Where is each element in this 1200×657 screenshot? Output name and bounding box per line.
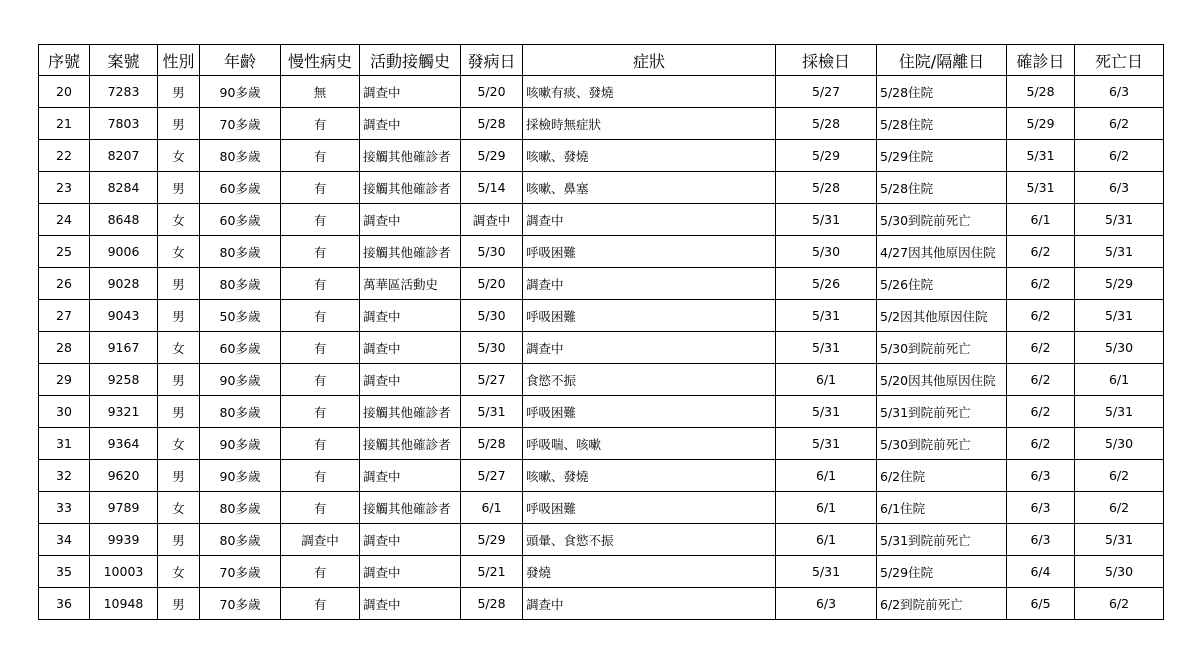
cell-symptoms: 呼吸困難 — [523, 492, 776, 524]
cell-onset-date: 5/27 — [461, 364, 523, 396]
cell-test-date: 5/31 — [776, 332, 877, 364]
cell-contact-history: 萬華區活動史 — [360, 268, 461, 300]
cell-test-date: 6/1 — [776, 364, 877, 396]
table-row — [39, 300, 1164, 332]
cell-test-date: 5/31 — [776, 300, 877, 332]
cell-contact-history: 接觸其他確診者 — [360, 396, 461, 428]
cell-sex: 女 — [158, 236, 200, 268]
cell-age: 70多歲 — [200, 588, 281, 620]
cell-test-date: 5/31 — [776, 204, 877, 236]
cell-age: 80多歲 — [200, 396, 281, 428]
cell-death-date: 5/31 — [1075, 396, 1164, 428]
cell-confirm-date: 5/28 — [1007, 76, 1075, 108]
cell-admission-date: 6/2住院 — [877, 460, 1007, 492]
table-row — [39, 460, 1164, 492]
cell-age: 60多歲 — [200, 332, 281, 364]
cell-admission-date: 5/28住院 — [877, 172, 1007, 204]
table-row — [39, 364, 1164, 396]
cell-test-date: 6/1 — [776, 460, 877, 492]
cell-confirm-date: 6/3 — [1007, 460, 1075, 492]
cell-onset-date: 5/28 — [461, 588, 523, 620]
cell-death-date: 5/31 — [1075, 204, 1164, 236]
table-row — [39, 140, 1164, 172]
cell-symptoms: 頭暈、食慾不振 — [523, 524, 776, 556]
cell-contact-history: 調查中 — [360, 332, 461, 364]
cell-seq: 30 — [39, 396, 90, 428]
cell-confirm-date: 5/29 — [1007, 108, 1075, 140]
cell-confirm-date: 5/31 — [1007, 172, 1075, 204]
cell-onset-date: 5/20 — [461, 268, 523, 300]
cell-sex: 男 — [158, 524, 200, 556]
cell-test-date: 5/28 — [776, 172, 877, 204]
cell-age: 50多歲 — [200, 300, 281, 332]
cell-sex: 男 — [158, 396, 200, 428]
cell-symptoms: 呼吸困難 — [523, 236, 776, 268]
cell-case-no: 9043 — [90, 300, 158, 332]
cell-confirm-date: 6/4 — [1007, 556, 1075, 588]
header-confirm-date: 確診日 — [1007, 45, 1075, 76]
cell-death-date: 6/1 — [1075, 364, 1164, 396]
header-onset-date: 發病日 — [461, 45, 523, 76]
cell-case-no: 9167 — [90, 332, 158, 364]
cell-death-date: 6/3 — [1075, 172, 1164, 204]
table-row — [39, 524, 1164, 556]
cell-death-date: 6/2 — [1075, 588, 1164, 620]
cell-confirm-date: 6/2 — [1007, 268, 1075, 300]
cell-symptoms: 呼吸喘、咳嗽 — [523, 428, 776, 460]
cell-onset-date: 6/1 — [461, 492, 523, 524]
header-seq: 序號 — [39, 45, 90, 76]
cell-test-date: 5/28 — [776, 108, 877, 140]
header-admission-date: 住院/隔離日 — [877, 45, 1007, 76]
cell-contact-history: 調查中 — [360, 524, 461, 556]
cell-symptoms: 咳嗽、鼻塞 — [523, 172, 776, 204]
cell-symptoms: 發燒 — [523, 556, 776, 588]
cell-symptoms: 食慾不振 — [523, 364, 776, 396]
cell-sex: 男 — [158, 588, 200, 620]
cell-case-no: 9028 — [90, 268, 158, 300]
cell-chronic-history: 調查中 — [281, 524, 360, 556]
cell-case-no: 8284 — [90, 172, 158, 204]
table-row — [39, 588, 1164, 620]
cell-onset-date: 5/30 — [461, 332, 523, 364]
cell-confirm-date: 6/5 — [1007, 588, 1075, 620]
cell-death-date: 5/31 — [1075, 524, 1164, 556]
cell-symptoms: 調查中 — [523, 332, 776, 364]
table-row — [39, 76, 1164, 108]
cell-contact-history: 調查中 — [360, 460, 461, 492]
cell-sex: 女 — [158, 556, 200, 588]
cell-chronic-history: 有 — [281, 268, 360, 300]
cell-symptoms: 呼吸困難 — [523, 396, 776, 428]
cell-chronic-history: 有 — [281, 300, 360, 332]
cell-chronic-history: 有 — [281, 460, 360, 492]
cell-admission-date: 5/31到院前死亡 — [877, 524, 1007, 556]
cell-admission-date: 5/30到院前死亡 — [877, 428, 1007, 460]
cell-death-date: 5/31 — [1075, 300, 1164, 332]
cell-chronic-history: 無 — [281, 76, 360, 108]
table-body — [39, 76, 1164, 620]
cell-age: 60多歲 — [200, 204, 281, 236]
cell-seq: 21 — [39, 108, 90, 140]
cell-death-date: 6/2 — [1075, 108, 1164, 140]
cell-test-date: 5/31 — [776, 396, 877, 428]
cell-seq: 28 — [39, 332, 90, 364]
cell-seq: 32 — [39, 460, 90, 492]
table-row — [39, 108, 1164, 140]
cell-sex: 男 — [158, 268, 200, 300]
cell-contact-history: 調查中 — [360, 556, 461, 588]
cell-contact-history: 調查中 — [360, 364, 461, 396]
cell-age: 60多歲 — [200, 172, 281, 204]
cell-symptoms: 採檢時無症狀 — [523, 108, 776, 140]
cell-contact-history: 調查中 — [360, 76, 461, 108]
cell-contact-history: 接觸其他確診者 — [360, 172, 461, 204]
cell-contact-history: 接觸其他確診者 — [360, 428, 461, 460]
cell-sex: 男 — [158, 300, 200, 332]
cell-symptoms: 咳嗽、發燒 — [523, 140, 776, 172]
cell-sex: 男 — [158, 76, 200, 108]
cell-case-no: 9006 — [90, 236, 158, 268]
cell-seq: 35 — [39, 556, 90, 588]
cell-age: 80多歲 — [200, 524, 281, 556]
cell-seq: 20 — [39, 76, 90, 108]
cell-admission-date: 5/26住院 — [877, 268, 1007, 300]
cell-onset-date: 5/30 — [461, 236, 523, 268]
cell-onset-date: 5/30 — [461, 300, 523, 332]
cell-onset-date: 調查中 — [461, 204, 523, 236]
cell-sex: 女 — [158, 492, 200, 524]
cell-admission-date: 5/2因其他原因住院 — [877, 300, 1007, 332]
cell-confirm-date: 6/2 — [1007, 428, 1075, 460]
cell-seq: 31 — [39, 428, 90, 460]
cell-admission-date: 4/27因其他原因住院 — [877, 236, 1007, 268]
cell-confirm-date: 6/2 — [1007, 332, 1075, 364]
cell-case-no: 9364 — [90, 428, 158, 460]
cell-death-date: 5/29 — [1075, 268, 1164, 300]
cell-contact-history: 調查中 — [360, 204, 461, 236]
cell-admission-date: 5/20因其他原因住院 — [877, 364, 1007, 396]
cell-death-date: 5/30 — [1075, 556, 1164, 588]
cell-admission-date: 5/29住院 — [877, 556, 1007, 588]
cell-chronic-history: 有 — [281, 588, 360, 620]
cell-confirm-date: 5/31 — [1007, 140, 1075, 172]
cell-sex: 男 — [158, 460, 200, 492]
cell-seq: 27 — [39, 300, 90, 332]
cell-seq: 36 — [39, 588, 90, 620]
cell-seq: 29 — [39, 364, 90, 396]
cell-chronic-history: 有 — [281, 364, 360, 396]
cell-test-date: 5/30 — [776, 236, 877, 268]
cell-test-date: 6/3 — [776, 588, 877, 620]
cell-case-no: 10948 — [90, 588, 158, 620]
cell-case-no: 9620 — [90, 460, 158, 492]
cell-seq: 34 — [39, 524, 90, 556]
cell-onset-date: 5/27 — [461, 460, 523, 492]
table-row — [39, 268, 1164, 300]
cell-sex: 女 — [158, 140, 200, 172]
cell-sex: 男 — [158, 108, 200, 140]
cell-death-date: 5/30 — [1075, 428, 1164, 460]
cell-case-no: 9789 — [90, 492, 158, 524]
cell-age: 80多歲 — [200, 140, 281, 172]
table-row — [39, 396, 1164, 428]
cell-symptoms: 調查中 — [523, 268, 776, 300]
cell-confirm-date: 6/3 — [1007, 492, 1075, 524]
cell-onset-date: 5/28 — [461, 108, 523, 140]
cell-seq: 26 — [39, 268, 90, 300]
cell-symptoms: 調查中 — [523, 588, 776, 620]
cell-age: 70多歲 — [200, 556, 281, 588]
cell-sex: 女 — [158, 204, 200, 236]
cell-sex: 女 — [158, 428, 200, 460]
cell-case-no: 7283 — [90, 76, 158, 108]
cell-death-date: 5/31 — [1075, 236, 1164, 268]
cell-seq: 22 — [39, 140, 90, 172]
cell-sex: 女 — [158, 332, 200, 364]
cell-onset-date: 5/20 — [461, 76, 523, 108]
cell-chronic-history: 有 — [281, 556, 360, 588]
cell-confirm-date: 6/1 — [1007, 204, 1075, 236]
header-age: 年齡 — [200, 45, 281, 76]
cell-case-no: 7803 — [90, 108, 158, 140]
cell-chronic-history: 有 — [281, 492, 360, 524]
table-row — [39, 556, 1164, 588]
cell-symptoms: 呼吸困難 — [523, 300, 776, 332]
cell-age: 90多歲 — [200, 76, 281, 108]
table-row — [39, 332, 1164, 364]
cell-chronic-history: 有 — [281, 108, 360, 140]
cell-admission-date: 6/1住院 — [877, 492, 1007, 524]
cell-death-date: 6/3 — [1075, 76, 1164, 108]
header-symptoms: 症狀 — [523, 45, 776, 76]
cell-case-no: 9939 — [90, 524, 158, 556]
cell-test-date: 5/29 — [776, 140, 877, 172]
cell-seq: 25 — [39, 236, 90, 268]
cell-case-no: 8648 — [90, 204, 158, 236]
cell-death-date: 5/30 — [1075, 332, 1164, 364]
cell-contact-history: 接觸其他確診者 — [360, 140, 461, 172]
cell-case-no: 10003 — [90, 556, 158, 588]
cell-admission-date: 5/28住院 — [877, 108, 1007, 140]
cell-age: 90多歲 — [200, 460, 281, 492]
cell-test-date: 6/1 — [776, 524, 877, 556]
cell-admission-date: 6/2到院前死亡 — [877, 588, 1007, 620]
cell-test-date: 5/31 — [776, 556, 877, 588]
cell-admission-date: 5/30到院前死亡 — [877, 332, 1007, 364]
cell-confirm-date: 6/2 — [1007, 396, 1075, 428]
table-row — [39, 204, 1164, 236]
cell-age: 80多歲 — [200, 236, 281, 268]
cell-chronic-history: 有 — [281, 140, 360, 172]
cell-death-date: 6/2 — [1075, 460, 1164, 492]
header-death-date: 死亡日 — [1075, 45, 1164, 76]
cell-onset-date: 5/28 — [461, 428, 523, 460]
cell-sex: 男 — [158, 172, 200, 204]
cell-test-date: 5/27 — [776, 76, 877, 108]
cell-age: 70多歲 — [200, 108, 281, 140]
cell-symptoms: 咳嗽有痰、發燒 — [523, 76, 776, 108]
cell-contact-history: 調查中 — [360, 108, 461, 140]
cell-test-date: 5/31 — [776, 428, 877, 460]
cell-chronic-history: 有 — [281, 204, 360, 236]
cell-contact-history: 調查中 — [360, 300, 461, 332]
table-row — [39, 492, 1164, 524]
cell-confirm-date: 6/2 — [1007, 236, 1075, 268]
cell-contact-history: 調查中 — [360, 588, 461, 620]
cell-case-no: 8207 — [90, 140, 158, 172]
cell-admission-date: 5/29住院 — [877, 140, 1007, 172]
cell-confirm-date: 6/2 — [1007, 300, 1075, 332]
cell-age: 90多歲 — [200, 428, 281, 460]
cell-admission-date: 5/30到院前死亡 — [877, 204, 1007, 236]
cell-test-date: 6/1 — [776, 492, 877, 524]
cell-death-date: 6/2 — [1075, 140, 1164, 172]
table-row — [39, 428, 1164, 460]
table-row — [39, 172, 1164, 204]
cell-death-date: 6/2 — [1075, 492, 1164, 524]
cell-symptoms: 咳嗽、發燒 — [523, 460, 776, 492]
table-row — [39, 236, 1164, 268]
cell-confirm-date: 6/3 — [1007, 524, 1075, 556]
cell-confirm-date: 6/2 — [1007, 364, 1075, 396]
cell-onset-date: 5/31 — [461, 396, 523, 428]
cell-chronic-history: 有 — [281, 172, 360, 204]
cell-chronic-history: 有 — [281, 428, 360, 460]
cell-onset-date: 5/29 — [461, 140, 523, 172]
cell-symptoms: 調查中 — [523, 204, 776, 236]
cell-test-date: 5/26 — [776, 268, 877, 300]
cell-age: 80多歲 — [200, 268, 281, 300]
case-table — [38, 44, 1164, 620]
header-case-no: 案號 — [90, 45, 158, 76]
header-row — [39, 45, 1164, 76]
cell-chronic-history: 有 — [281, 332, 360, 364]
cell-case-no: 9258 — [90, 364, 158, 396]
cell-chronic-history: 有 — [281, 236, 360, 268]
cell-case-no: 9321 — [90, 396, 158, 428]
header-contact-history: 活動接觸史 — [360, 45, 461, 76]
cell-contact-history: 接觸其他確診者 — [360, 236, 461, 268]
cell-chronic-history: 有 — [281, 396, 360, 428]
cell-age: 80多歲 — [200, 492, 281, 524]
cell-onset-date: 5/21 — [461, 556, 523, 588]
cell-age: 90多歲 — [200, 364, 281, 396]
header-test-date: 採檢日 — [776, 45, 877, 76]
cell-seq: 23 — [39, 172, 90, 204]
cell-contact-history: 接觸其他確診者 — [360, 492, 461, 524]
cell-onset-date: 5/14 — [461, 172, 523, 204]
cell-onset-date: 5/29 — [461, 524, 523, 556]
cell-admission-date: 5/31到院前死亡 — [877, 396, 1007, 428]
header-sex: 性別 — [158, 45, 200, 76]
cell-seq: 24 — [39, 204, 90, 236]
cell-seq: 33 — [39, 492, 90, 524]
cell-sex: 男 — [158, 364, 200, 396]
cell-admission-date: 5/28住院 — [877, 76, 1007, 108]
header-chronic-history: 慢性病史 — [281, 45, 360, 76]
